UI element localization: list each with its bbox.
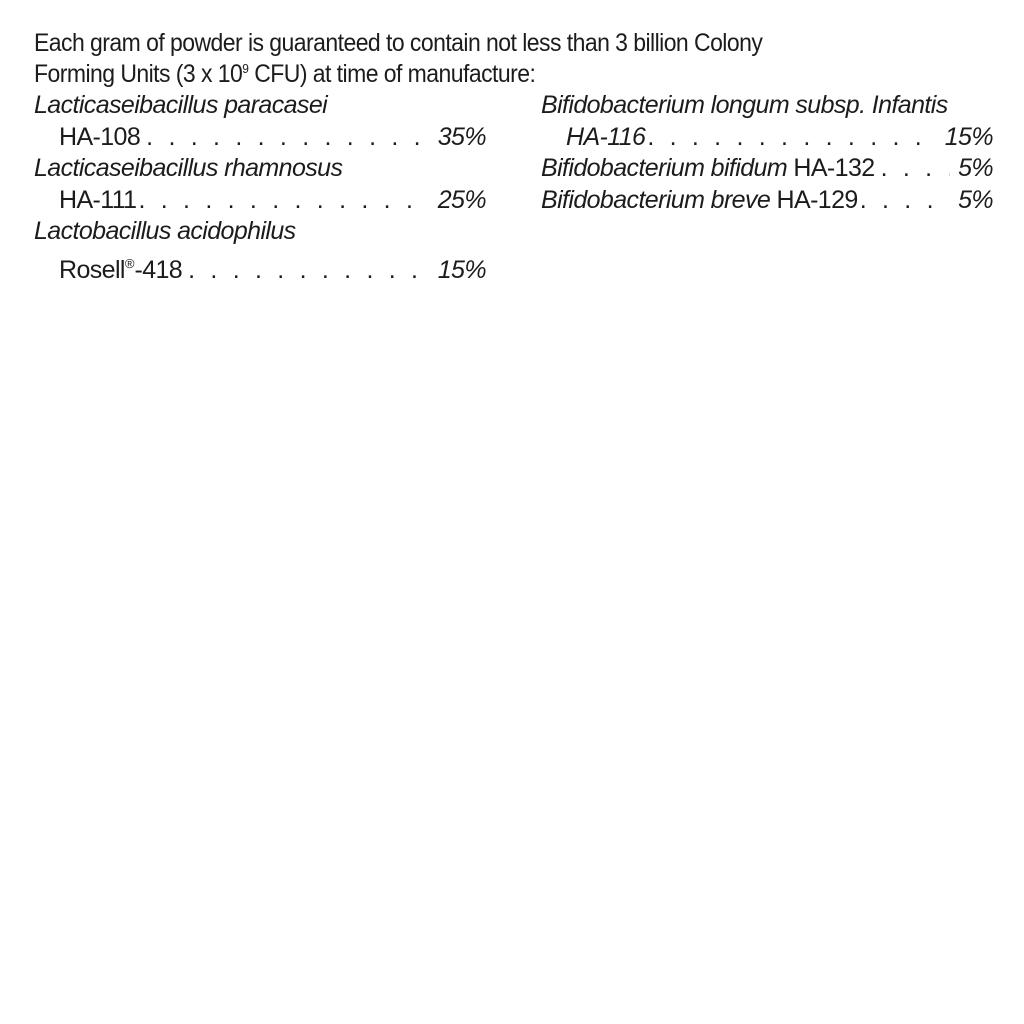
strain-entry <box>34 90 486 153</box>
strain-entry <box>541 90 993 153</box>
strain-percent: 15% <box>944 122 993 151</box>
dot-leader <box>146 122 430 154</box>
strain-percent: 5% <box>958 154 993 182</box>
strain-entry <box>541 153 993 185</box>
strain-percent: 15% <box>437 255 486 284</box>
dot-leader <box>138 185 429 217</box>
ingredient-panel <box>34 28 999 284</box>
strain-code: HA-108 <box>59 122 141 151</box>
guarantee-line-1: Each gram of powder is guaranteed to contain not less than 3 billion Colony <box>34 29 763 57</box>
strain-row <box>34 122 486 154</box>
strain-code: HA-116 <box>566 122 646 151</box>
strain-code: HA-132 <box>793 154 875 182</box>
exponent: 9 <box>242 61 249 76</box>
strain-entry <box>541 185 993 217</box>
strain-line <box>541 185 858 217</box>
strain-percent: 35% <box>437 122 486 151</box>
right-strain-column <box>541 90 993 216</box>
registered-mark: ® <box>124 255 135 271</box>
strain-row <box>541 153 993 185</box>
strain-entry <box>34 216 486 286</box>
strain-row <box>541 122 993 154</box>
strain-line <box>541 153 875 185</box>
strain-code: HA-129 <box>776 185 858 214</box>
strain-code <box>59 248 182 287</box>
dot-leader <box>647 122 936 154</box>
strain-entry <box>34 153 486 216</box>
strain-percent: 5% <box>958 185 993 214</box>
guarantee-statement <box>34 28 1000 90</box>
species-name: Lactobacillus acidophilus <box>34 217 296 245</box>
species-name: Bifidobacterium longum subsp. Infantis <box>541 91 948 119</box>
strain-percent: 25% <box>437 185 486 214</box>
left-strain-column <box>34 90 486 286</box>
strain-prefix: Rosell <box>59 255 125 284</box>
dot-leader <box>860 185 950 217</box>
strain-suffix: -418 <box>134 255 183 284</box>
strain-row <box>541 185 993 217</box>
guarantee-line-2-suffix: CFU) at time of manufacture: <box>248 60 536 88</box>
strain-row <box>34 185 486 217</box>
species-name: Lacticaseibacillus rhamnosus <box>34 154 343 182</box>
guarantee-line-2-prefix: Forming Units (3 x 10 <box>34 60 243 88</box>
strain-code: HA-111 <box>59 185 137 214</box>
dot-leader <box>188 255 430 287</box>
species-name: Bifidobacterium bifidum <box>541 154 788 182</box>
species-name: Bifidobacterium breve <box>541 185 771 214</box>
dot-leader <box>881 153 950 185</box>
species-name: Lacticaseibacillus paracasei <box>34 91 328 119</box>
strain-row <box>34 248 486 287</box>
guarantee-line-2 <box>34 59 1000 90</box>
